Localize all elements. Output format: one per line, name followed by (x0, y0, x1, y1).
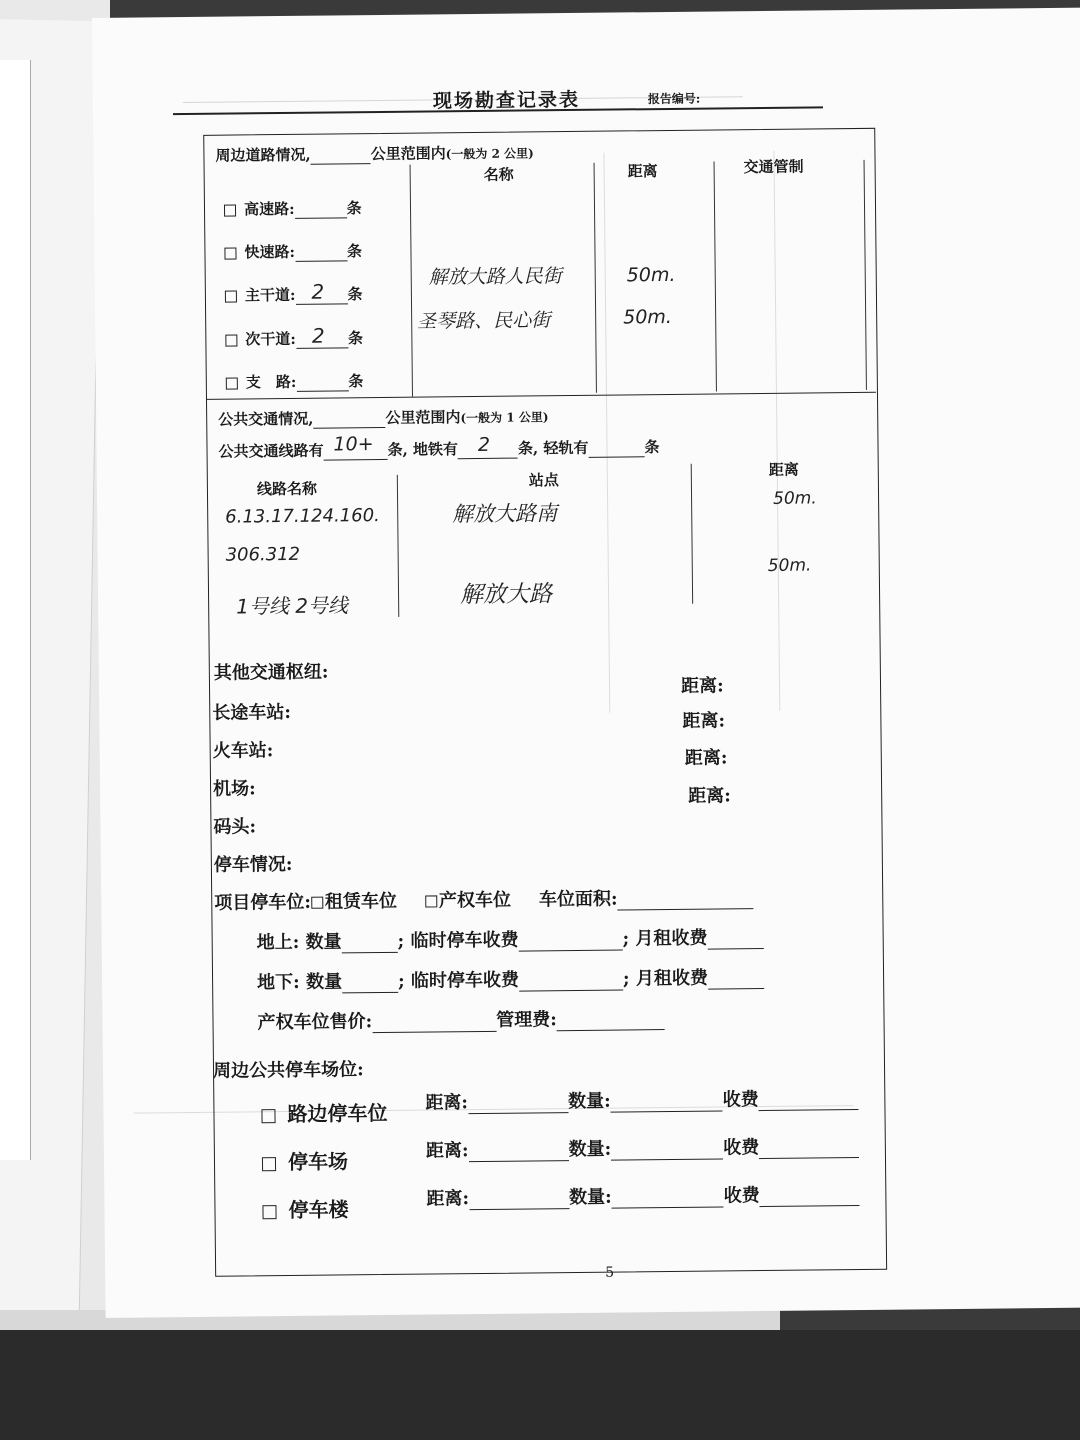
parking-heading: 停车情况: (213, 853, 293, 876)
transit-col-stop: 站点 (528, 471, 559, 490)
arterial-count: 2 (311, 279, 325, 304)
checkbox-icon[interactable] (226, 377, 238, 389)
public-parking-row-garage: 停车楼 (262, 1193, 348, 1223)
road-row-fastway: 快速路: 条 (224, 240, 362, 262)
underground-parking-row: 地下: 数量 ; 临时停车收费 ; 月租收费 (257, 963, 764, 994)
project-parking-row: 项目停车位: 租赁车位 产权车位 车位面积: (214, 883, 754, 915)
roads-col-distance: 距离 (627, 162, 658, 181)
bus-routes-line2: 306.312 (225, 543, 301, 566)
hub-long-distance-bus-distance: 距离: (682, 710, 726, 732)
background-sheet-edge (0, 60, 31, 1160)
bus-stop-name: 解放大路南 (452, 501, 558, 527)
metro-stop-name: 解放大路 (459, 581, 553, 609)
arterial-road-name: 解放大路人民街 (428, 265, 562, 289)
report-number-label: 报告编号: (647, 91, 701, 107)
hubs-heading: 其他交通枢纽: (213, 661, 329, 684)
bus-line-count: 10+ (333, 433, 374, 456)
road-row-expressway: 高速路: 条 (224, 197, 362, 219)
parking-sale-row: 产权车位售价: 管理费: (257, 1004, 665, 1034)
bus-routes-line1: 6.13.17.124.160. (225, 505, 380, 528)
hub-airport: 机场: (212, 778, 256, 800)
road-row-branch: 支 路: 条 (226, 370, 364, 392)
secondary-road-name: 圣琴路、民心街 (417, 309, 551, 333)
hub-long-distance-bus: 长途车站: (212, 701, 292, 724)
public-parking-row-roadside: 路边停车位 (261, 1097, 387, 1127)
checkbox-icon[interactable] (225, 334, 237, 346)
arterial-road-distance: 50m. (626, 263, 676, 287)
background-desk-bottom (0, 1330, 1080, 1440)
secondary-count: 2 (311, 323, 325, 348)
transit-heading: 公共交通情况, 公里范围内(一般为 1 公里) (218, 408, 549, 429)
page-number: 5 (605, 1264, 615, 1281)
roads-col-name: 名称 (483, 165, 514, 184)
roads-col-traffic: 交通管制 (743, 157, 804, 177)
checkbox-icon[interactable] (261, 1109, 275, 1123)
transit-lines-summary: 公共交通线路有 10+ 条, 地铁有 2 条, 轻轨有 条 (218, 433, 660, 461)
checkbox-icon[interactable] (262, 1205, 276, 1219)
checkbox-icon[interactable] (225, 290, 237, 302)
checkbox-icon[interactable] (425, 895, 437, 907)
document-page (92, 8, 1080, 1318)
public-parking-roadside-fields: 距离: 数量: 收费 (425, 1084, 859, 1115)
public-parking-row-lot: 停车场 (262, 1145, 348, 1175)
public-parking-heading: 周边公共停车场位: (212, 1059, 364, 1082)
public-parking-lot-fields: 距离: 数量: 收费 (426, 1132, 860, 1163)
hubs-distance-label: 距离: (680, 675, 724, 697)
hub-train-station: 火车站: (212, 740, 274, 762)
form-title: 现场勘查记录表 (432, 88, 581, 113)
above-ground-parking-row: 地上: 数量 ; 临时停车收费 ; 月租收费 (257, 923, 764, 954)
checkbox-icon[interactable] (262, 1157, 276, 1171)
transit-col-distance: 距离 (768, 460, 799, 479)
hub-pier: 码头: (213, 816, 257, 838)
secondary-road-distance: 50m. (623, 305, 673, 329)
transit-col-route: 线路名称 (256, 479, 318, 499)
checkbox-icon[interactable] (311, 897, 323, 909)
bus-stop-distance: 50m. (772, 488, 817, 509)
metro-line-count: 2 (477, 433, 491, 456)
hub-airport-distance: 距离: (688, 785, 731, 807)
road-row-secondary: 次干道: 2 条 (225, 327, 363, 349)
roads-heading: 周边道路情况, 公里范围内(一般为 2 公里) (215, 144, 534, 165)
metro-routes: 1号线 2号线 (236, 593, 349, 619)
hub-train-station-distance: 距离: (684, 747, 728, 769)
metro-stop-distance: 50m. (767, 555, 812, 576)
public-parking-garage-fields: 距离: 数量: 收费 (426, 1180, 860, 1211)
checkbox-icon[interactable] (224, 248, 236, 260)
checkbox-icon[interactable] (224, 205, 236, 217)
road-row-arterial: 主干道: 2 条 (225, 283, 363, 305)
